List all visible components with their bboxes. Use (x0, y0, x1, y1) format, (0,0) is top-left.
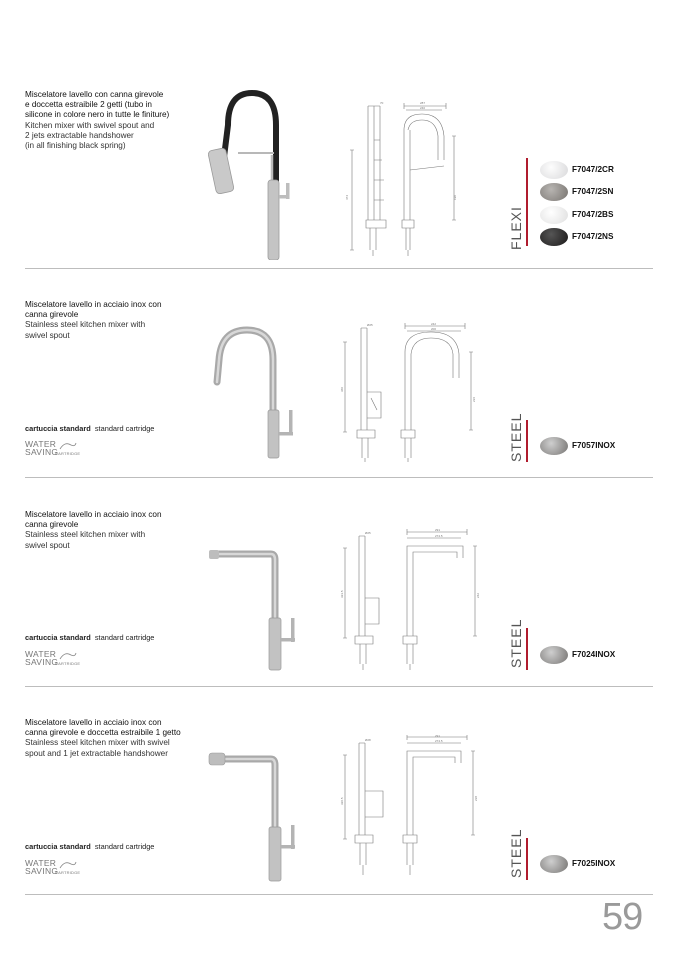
accent-bar (526, 628, 528, 670)
technical-drawing (340, 100, 500, 258)
svg-text:Ø25: Ø25 (365, 531, 371, 535)
finish-code: F7025INOX (572, 859, 616, 868)
finish-code: F7047/2CR (572, 165, 614, 174)
section-divider (25, 894, 653, 895)
cartridge-en: standard cartridge (94, 633, 155, 642)
desc-en-line: Stainless steel kitchen mixer with (25, 320, 146, 330)
accent-bar (526, 420, 528, 462)
desc-it-line: Miscelatore lavello in acciaio inox con (25, 300, 162, 309)
desc-it-line: Miscelatore lavello con canna girevole (25, 90, 164, 99)
product-description (25, 300, 205, 341)
faucet-photo-flexi (200, 85, 310, 260)
desc-it-line: silicone in colore nero in tutte le finiture) (25, 110, 170, 120)
faucet-photo-steel (205, 320, 305, 460)
series-label: STEEL (508, 618, 524, 668)
finish-swatch (540, 437, 568, 455)
svg-text:238: 238 (474, 795, 478, 801)
svg-text:240: 240 (420, 106, 426, 110)
cartridge-it: cartuccia standard (25, 424, 91, 433)
svg-text:274.5: 274.5 (435, 534, 443, 538)
finish-swatch (540, 161, 568, 179)
product-description (25, 90, 205, 151)
water-saving-line2: SAVING (25, 447, 59, 457)
svg-text:360: 360 (340, 386, 344, 392)
desc-en-line: Stainless steel kitchen mixer with swivel (25, 738, 170, 748)
water-saving-logo (25, 649, 85, 669)
faucet-photo-steel-pullout (205, 745, 305, 885)
cartridge-label (25, 424, 154, 433)
desc-it-line: canna girevole (25, 310, 79, 320)
product-description (25, 718, 205, 759)
finish-code: F7047/2SN (572, 187, 614, 196)
desc-en-line: swivel spout (25, 540, 70, 550)
finish-code: F7047/2NS (572, 232, 614, 241)
svg-text:70: 70 (380, 101, 384, 105)
desc-en-line: spout and 1 jet extractable handshower (25, 748, 168, 758)
water-saving-line3: CARTRIDGE (55, 870, 81, 875)
svg-text:274.5: 274.5 (435, 739, 443, 743)
svg-text:291: 291 (435, 735, 441, 738)
svg-text:323.5: 323.5 (340, 590, 344, 598)
water-drop-icon (59, 651, 77, 661)
svg-text:242: 242 (431, 322, 437, 326)
page-number: 59 (602, 896, 643, 938)
desc-it-line: e doccetta estraibile 2 getti (tubo in (25, 100, 152, 110)
cartridge-label (25, 842, 154, 851)
desc-en-line: (in all finishing black spring) (25, 141, 126, 151)
desc-en-line: Stainless steel kitchen mixer with (25, 530, 146, 540)
desc-it-line: canna girevole e doccetta estraibile 1 getto (25, 728, 181, 738)
svg-text:242: 242 (476, 592, 480, 598)
series-label: STEEL (508, 828, 524, 878)
desc-it-line: canna girevole (25, 520, 79, 530)
water-saving-logo (25, 858, 85, 878)
cartridge-it: cartuccia standard (25, 633, 91, 642)
svg-text:474: 474 (345, 194, 349, 200)
desc-en-line: swivel spout (25, 330, 70, 340)
finish-code: F7024INOX (572, 650, 616, 659)
water-drop-icon (59, 860, 77, 870)
accent-bar (526, 838, 528, 880)
svg-text:320.5: 320.5 (340, 797, 344, 805)
cartridge-en: standard cartridge (94, 424, 155, 433)
section-divider (25, 268, 653, 269)
product-description (25, 510, 205, 551)
water-saving-line3: CARTRIDGE (55, 661, 81, 666)
technical-drawing (335, 322, 505, 464)
svg-text:287: 287 (420, 101, 426, 105)
finish-swatch (540, 206, 568, 224)
water-saving-line3: CARTRIDGE (55, 451, 81, 456)
water-saving-line2: SAVING (25, 657, 59, 667)
svg-text:236: 236 (472, 396, 476, 402)
svg-text:Ø28: Ø28 (365, 738, 371, 742)
technical-drawing (335, 735, 505, 880)
water-saving-logo (25, 439, 85, 459)
technical-drawing (335, 528, 505, 673)
desc-en-line: 2 jets extractable handshower (25, 130, 134, 140)
section-divider (25, 686, 653, 687)
svg-text:291: 291 (435, 528, 441, 532)
accent-bar (526, 158, 528, 246)
section-divider (25, 477, 653, 478)
finish-code: F7047/2BS (572, 210, 614, 219)
desc-it-line: Miscelatore lavello in acciaio inox con (25, 718, 162, 727)
svg-text:200: 200 (431, 327, 437, 331)
desc-en-line: Kitchen mixer with swivel spout and (25, 120, 155, 130)
series-label: STEEL (508, 412, 524, 462)
faucet-photo-steel (205, 540, 305, 675)
cartridge-en: standard cartridge (94, 842, 155, 851)
finish-swatch (540, 855, 568, 873)
finish-swatch (540, 646, 568, 664)
cartridge-it: cartuccia standard (25, 842, 91, 851)
water-saving-line2: SAVING (25, 866, 59, 876)
desc-it-line: Miscelatore lavello in acciaio inox con (25, 510, 162, 519)
water-drop-icon (59, 441, 77, 451)
cartridge-label (25, 633, 154, 642)
water-saving-line1: WATER (25, 649, 57, 659)
finish-swatch (540, 228, 568, 246)
finish-swatch (540, 183, 568, 201)
water-saving-line1: WATER (25, 858, 57, 868)
finish-code: F7057INOX (572, 441, 616, 450)
svg-text:190: 190 (453, 194, 457, 200)
series-label: FLEXI (508, 206, 524, 250)
water-saving-line1: WATER (25, 439, 57, 449)
svg-text:Ø25: Ø25 (367, 323, 373, 327)
